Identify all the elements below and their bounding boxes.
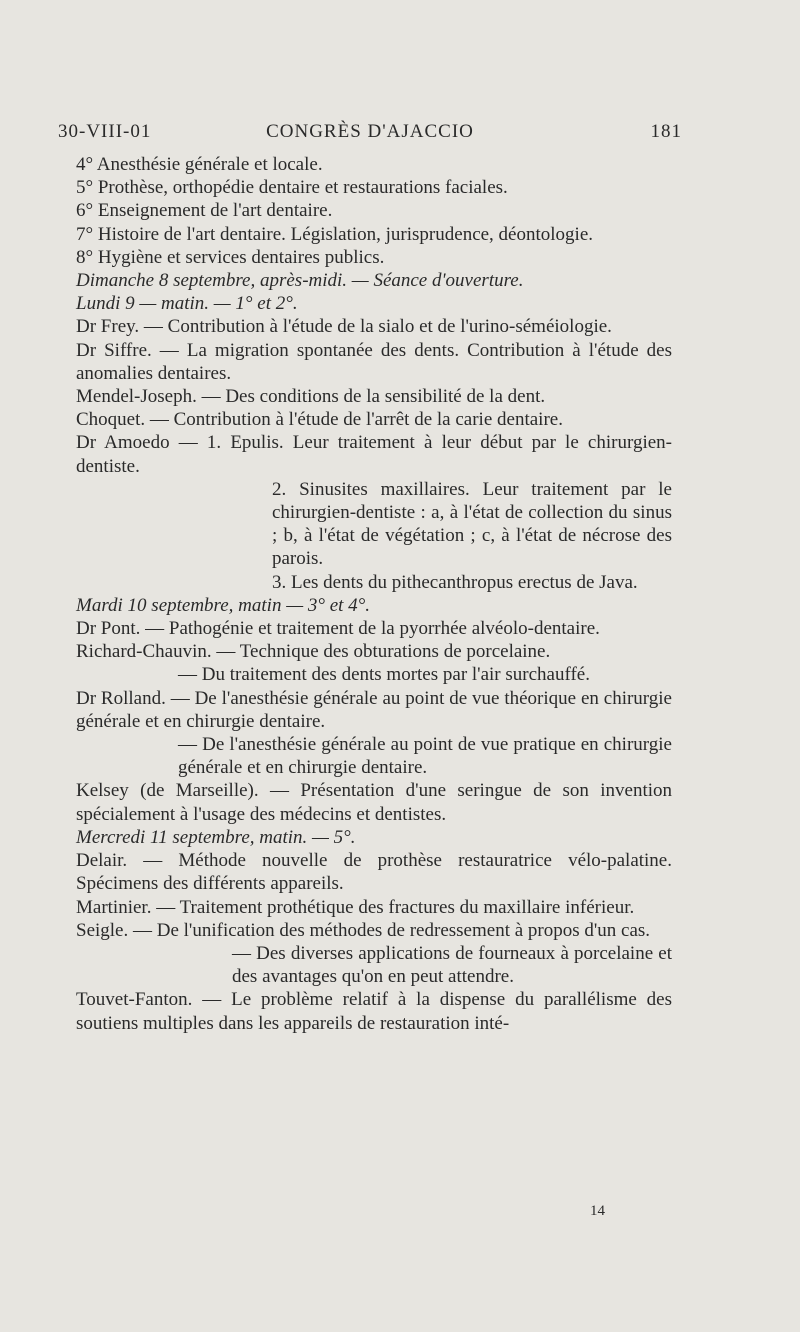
entry-pont: Dr Pont. — Pathogénie et traitement de la pyorrhée alvéolo-dentaire. — [76, 618, 600, 640]
entry-choquet: Choquet. — Contribution à l'étude de l'arrêt de la carie dentaire. — [76, 409, 563, 431]
entry-delair: Delair. — Méthode nouvelle de prothèse restauratrice vélo-palatine. Spécimens des différents appareils. — [76, 850, 672, 895]
printer-signature: 14 — [590, 1203, 605, 1219]
topic-line-4: 4° Anesthésie générale et locale. — [76, 154, 323, 175]
entry-amoedo-2: 2. Sinusites maxillaires. Leur traitement par le chirurgien-dentiste : a, à l'état de collection du sinus ; b, à l'état de végétation ; c, à l'état de nécrose des parois. — [272, 478, 672, 570]
entry-mendel-joseph: Mendel-Joseph. — Des conditions de la sensibilité de la dent. — [76, 386, 546, 408]
entry-kelsey: Kelsey (de Marseille). — Présentation d'une seringue de son invention spécialement à l'usage des médecins et dentistes. — [76, 780, 672, 825]
entry-richard-chauvin-1: Richard-Chauvin. — Technique des obturations de porcelaine. — [76, 641, 551, 663]
entry-seigle-1: Seigle. — De l'unification des méthodes de redressement à propos d'un cas. — [76, 919, 651, 941]
topic-line-6: 6° Enseignement de l'art dentaire. — [76, 200, 333, 222]
header-title: CONGRÈS D'AJACCIO — [266, 121, 474, 142]
topic-line-8: 8° Hygiène et services dentaires publics. — [76, 246, 385, 268]
body-text — [58, 153, 672, 1035]
entry-touvet-fanton: Touvet-Fanton. — Le problème relatif à la dispense du parallélisme des soutiens multiples dans les appareils de restauration inté- — [76, 989, 672, 1034]
page-number: 181 — [650, 121, 682, 142]
session-monday: Lundi 9 — matin. — 1° et 2°. — [76, 293, 298, 315]
header-date: 30-VIII-01 — [58, 121, 152, 142]
entry-amoedo-3: 3. Les dents du pithecanthropus erectus de Java. — [272, 571, 638, 593]
session-sunday: Dimanche 8 septembre, après-midi. — Séance d'ouverture. — [76, 270, 524, 292]
session-wednesday: Mercredi 11 septembre, matin. — 5°. — [76, 826, 356, 848]
running-header — [58, 121, 682, 145]
session-tuesday: Mardi 10 septembre, matin — 3° et 4°. — [76, 594, 371, 616]
entry-rolland-2: — De l'anesthésie générale au point de vue pratique en chirurgie générale et en chirurgie dentaire. — [178, 734, 672, 779]
entry-rolland-1: Dr Rolland. — De l'anesthésie générale au point de vue théorique en chirurgie générale et en chirurgie dentaire. — [76, 687, 672, 732]
entry-siffre: Dr Siffre. — La migration spontanée des dents. Contribution à l'étude des anomalies dentaires. — [76, 339, 672, 384]
topic-line-5: 5° Prothèse, orthopédie dentaire et restaurations faciales. — [76, 177, 508, 199]
entry-frey: Dr Frey. — Contribution à l'étude de la sialo et de l'urino-séméiologie. — [76, 316, 612, 338]
entry-seigle-2: — Des diverses applications de fourneaux à porcelaine et des avantages qu'on en peut attendre. — [232, 942, 672, 988]
entry-richard-chauvin-2: — Du traitement des dents mortes par l'air surchauffé. — [178, 664, 590, 686]
entry-martinier: Martinier. — Traitement prothétique des fractures du maxillaire inférieur. — [76, 896, 635, 918]
topic-line-7: 7° Histoire de l'art dentaire. Législation, jurisprudence, déontologie. — [76, 223, 594, 245]
entry-amoedo-1: Dr Amoedo — 1. Epulis. Leur traitement à leur début par le chirurgien-dentiste. — [76, 432, 672, 477]
